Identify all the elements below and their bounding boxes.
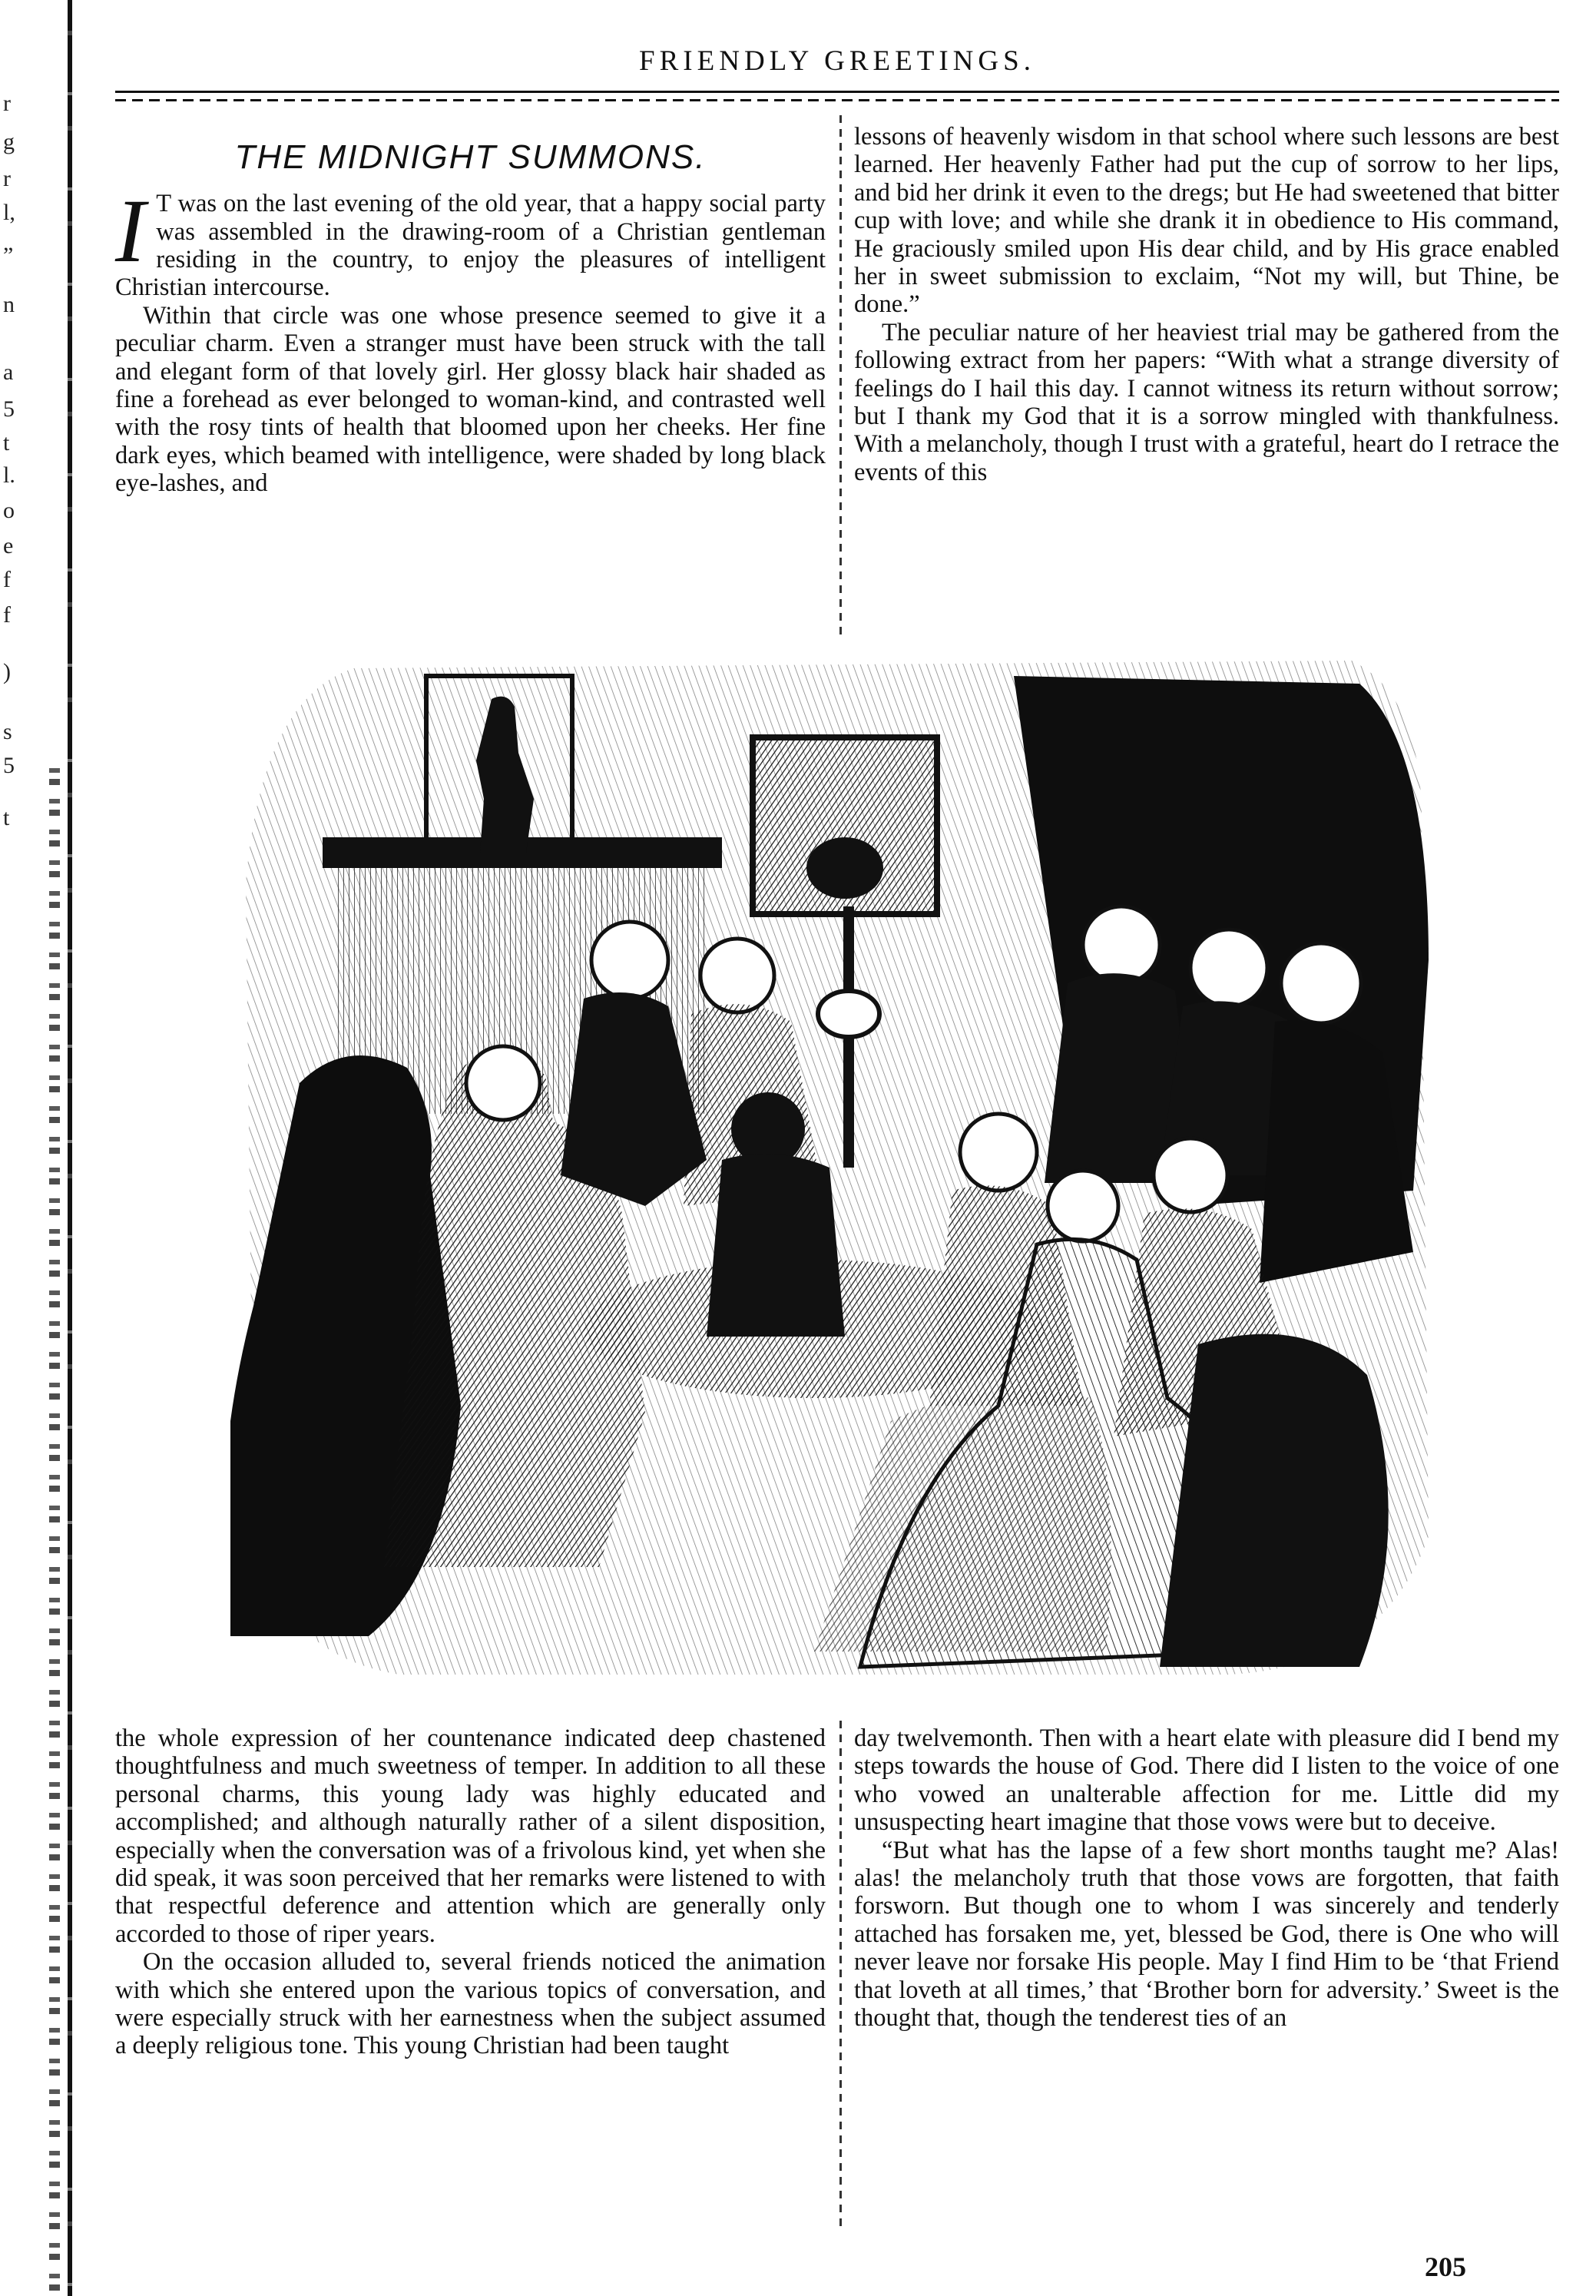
paragraph: lessons of heavenly wisdom in that school where such lessons are best learned. Her heavenly Father had put the cup of sorrow to her lips, and bid her drink it even to the dregs; but He had sweetened that bitter cup with love; and while she drank it in obedience to His command, He graciously smiled upon His dear child, and by His grace enabled her in sweet submission to exclaim, “Not my will, but Thine, be done.” [854,123,1559,319]
paragraph: The peculiar nature of her heaviest trial may be gathered from the following extract from her papers: “With what a strange diversity of feelings do I hail this day. I cannot witness its return without sorrow; but I thank my God that it is a sorrow mingled with thankfulness. With a melancholy, though I trust with a grateful, heart do I retrace the events of this [854,318,1559,486]
gutter-fragment: ” [3,243,14,268]
gutter-fragment: e [3,533,14,558]
gutter-fragment: 5 [3,396,15,422]
left-column-bottom [115,1724,826,2060]
right-column-bottom [854,1724,1559,2032]
gutter-fragment: l. [3,462,15,488]
paragraph: I T was on the last evening of the old year, that a happy social party was assembled in the drawing-room of a Christian gentleman residing in the country, to enjoy the pleasures of intelligent Christian intercourse. [115,181,826,302]
gutter-binding-texture [49,768,60,2296]
gutter-fragment: l, [3,200,15,225]
page-number: 205 [1425,2251,1466,2282]
right-column-top [854,123,1559,486]
dropcap-letter: I [115,181,146,282]
gutter-fragment: f [3,602,11,628]
paragraph: Within that circle was one whose presence seemed to give it a peculiar charm. Even a stranger must have been struck with the tall and elegant form of that lovely girl. Her glossy black hair shaded as fine a forehead as ever belonged to woman-kind, and contrasted well with the rosy tints of health that bloomed upon her cheeks. Her fine dark eyes, which beamed with intelligence, were shaded by long black eye-lashes, and [115,301,826,498]
paragraph: the whole expression of her countenance indicated deep chastened thoughtfulness and much sweetness of temper. In addition to all these personal charms, this young lady was highly educated and accomplished; and although naturally rather of a silent disposition, especially when the conversation was of a frivolous kind, yet when she did speak, it was soon perceived that her remarks were listened to with that respectful deference and attention which are generally only accorded to those of riper years. [115,1724,826,1948]
engraving-illustration [230,653,1444,1682]
binding-gutter [0,0,84,2296]
gutter-fragment: n [3,292,15,317]
left-column-top [115,123,826,498]
column-divider [839,1721,842,2228]
column-divider [839,115,842,638]
gutter-fragment: g [3,129,15,154]
gutter-fragment: r [3,91,11,116]
gutter-fragment: a [3,359,14,385]
gutter-rule [68,0,72,2296]
gutter-fragment: 5 [3,753,15,778]
paragraph: On the occasion alluded to, several friends noticed the animation with which she entered upon the various topics of conversation, and were especially struck with her earnestness when the subject assumed a deeply religious tone. This young Christian had been taught [115,1948,826,2060]
gutter-fragment: f [3,567,11,592]
gutter-fragment: r [3,166,11,191]
header-rule [115,91,1559,104]
gutter-fragment: t [3,805,10,830]
gutter-fragment: t [3,430,10,456]
paragraph: day twelvemonth. Then with a heart elate with pleasure did I bend my steps towards the house of God. There did I listen to the voice of one who vowed an unalterable affection for me. Little did my unsuspecting heart imagine that those vows were but to deceive. [854,1724,1559,1837]
article-title: THE MIDNIGHT SUMMONS. [234,138,707,176]
running-header: FRIENDLY GREETINGS. [639,45,1035,77]
gutter-fragment: ) [3,659,11,684]
gutter-fragment: s [3,719,12,744]
paragraph: “But what has the lapse of a few short months taught me? Alas! alas! the melancholy truth that those vows are forgotten, that faith forsworn. But though one to whom I was sincerely and tenderly attached has forsaken me, yet, blessed be God, there is One who will never leave nor forsake His people. May I find Him to be ‘that Friend that loveth at all times,’ that ‘Brother born for adversity.’ Sweet is the thought that, though the tenderest ties of an [854,1836,1559,2032]
gutter-fragment: o [3,498,15,523]
